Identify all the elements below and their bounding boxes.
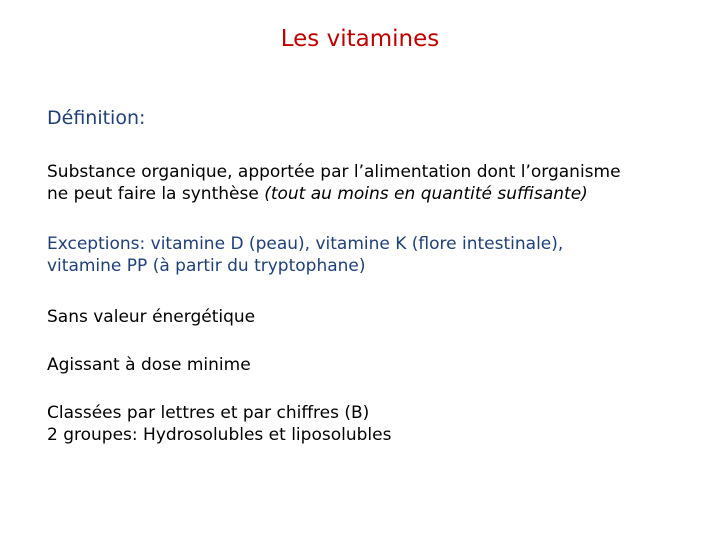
energy-statement: Sans valeur énergétique (47, 307, 256, 327)
exceptions-line-1: Exceptions: vitamine D (peau), vitamine K (flore intestinale), (47, 234, 564, 254)
exceptions-paragraph (47, 233, 707, 277)
classification-paragraph (47, 402, 707, 446)
dose-statement: Agissant à dose minime (47, 355, 251, 375)
classification-line-1: Classées par lettres et par chiffres (B) (47, 403, 370, 423)
exceptions-line-2: vitamine PP (à partir du tryptophane) (47, 256, 366, 276)
substance-line-1: Substance organique, apportée par l’alimentation dont l’organisme (47, 162, 621, 182)
substance-line-2-text: ne peut faire la synthèse (47, 184, 265, 204)
slide-title: Les vitamines (280, 26, 440, 52)
substance-line-2 (47, 183, 707, 205)
definition-heading: Définition: (47, 107, 146, 129)
classification-line-2: 2 groupes: Hydrosolubles et liposolubles (47, 425, 392, 445)
substance-paragraph (47, 161, 707, 205)
substance-line-2-italic: (tout au moins en quantité suffisante) (264, 184, 588, 204)
